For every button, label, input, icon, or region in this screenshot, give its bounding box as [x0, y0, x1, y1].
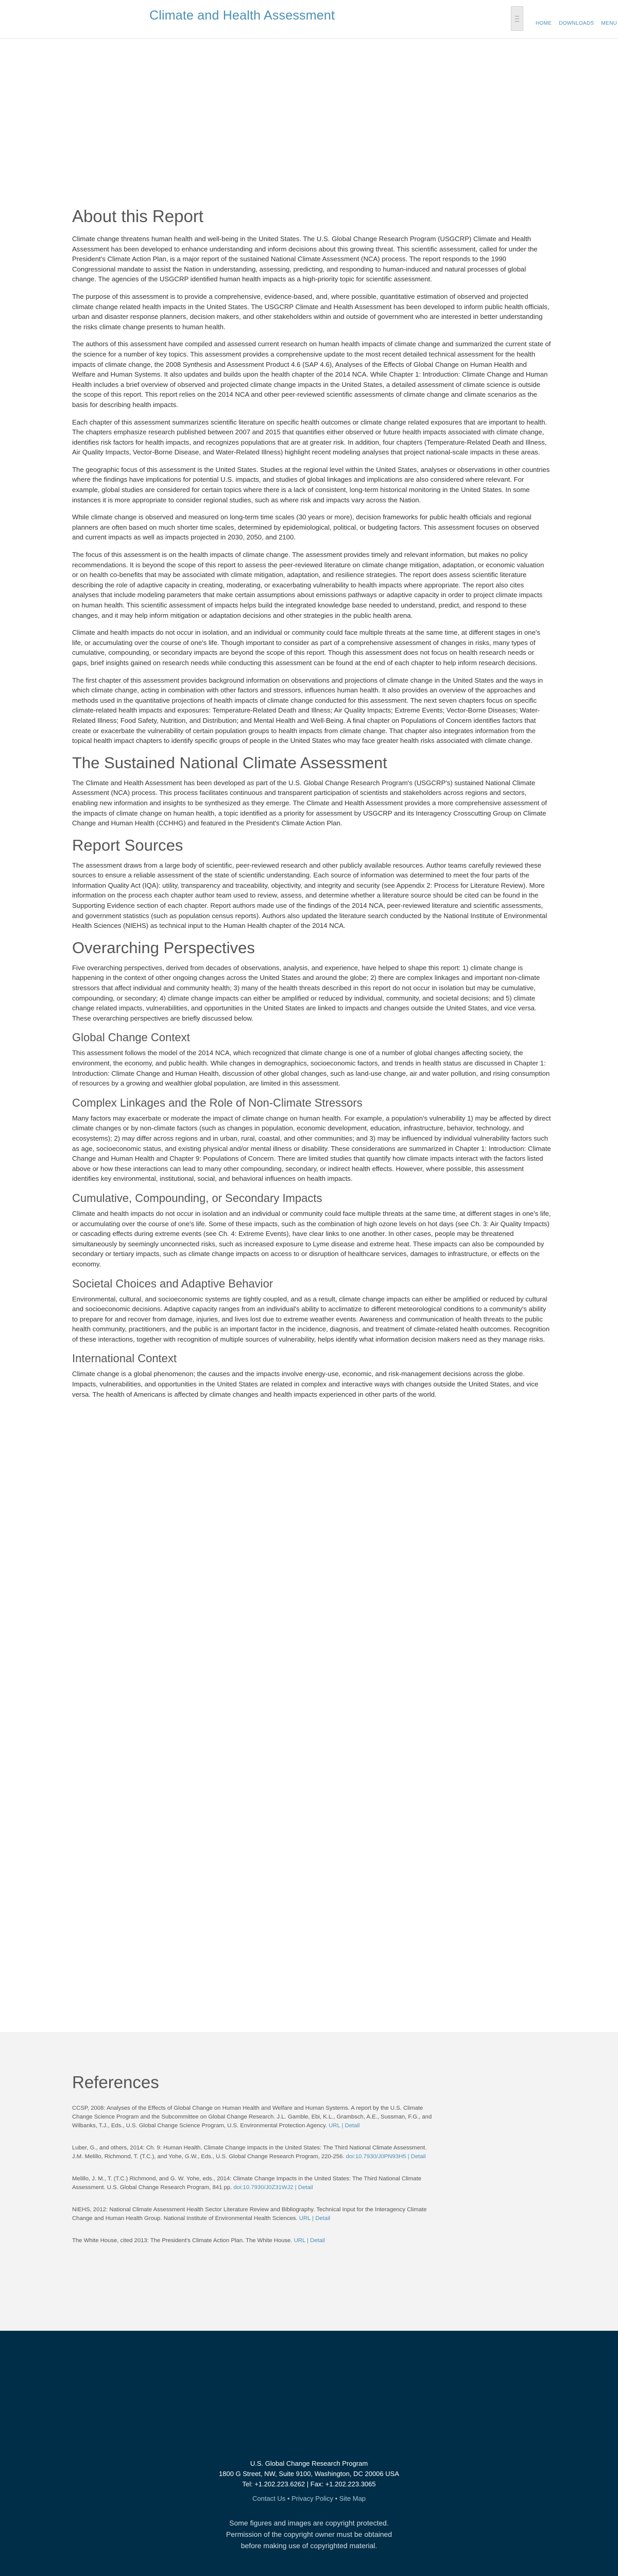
- reference-links[interactable]: URL | Detail: [299, 2215, 331, 2222]
- copyright-line-1: Some figures and images are copyright protected.: [229, 2519, 389, 2527]
- footer-street: 1800 G Street, NW, Suite 9100, Washington, DC 20006 USA: [219, 2470, 399, 2478]
- footer-org: U.S. Global Change Research Program: [250, 2460, 368, 2467]
- reference-item: [72, 2144, 433, 2161]
- site-title[interactable]: Climate and Health Assessment: [149, 8, 335, 23]
- page-title: About this Report: [72, 207, 203, 226]
- about-paragraph-8: Climate and health impacts do not occur in isolation, and an individual or community could face multiple threats at the same time, at different stages in one's life, or accumulating over the course of one's life. Though important to consider as part of a comprehensive assessment of changes in risks, many types of cumulative, compounding, or secondary impacts are beyond the scope of this report. Though this assessment does not focus on health research needs or gaps, brief insights gained on research needs while conducting this assessment can be found at the end of each chapter to help inform research decisions.: [72, 629, 541, 667]
- main-content: [72, 206, 551, 1406]
- sources-paragraph: The assessment draws from a large body of scientific, peer-reviewed research and other publicly available resources. Author teams carefully reviewed these sources to ensure a reliable assessment of the state of scientific understanding. Each source of information was determined to meet the four parts of the Information Quality Act (IQA): utility, transparency and traceability, objectivity, and integrity and security (see Appendix 2: Process for Literature Review). More information on the process each chapter author team used to review, assess, and determine whether a literature source should be cited can be found in the Supporting Evidence section of each chapter. Report authors made use of the findings of the 2014 NCA, peer-reviewed literature and scientific assessments, and government statistics (such as population census reports). Authors also updated the literature search conducted by the National Institute of Environmental Health Sciences (NIEHS) as technical input to the Human Health chapter of the 2014 NCA.: [72, 861, 547, 930]
- complex-paragraph: Many factors may exacerbate or moderate the impact of climate change on human health. For example, a population's vulnerability 1) may be affected by direct climate changes or by non-climate factors (such as changes in population, economic development, education, infrastructure, behavior, technology, and ecosystems); 2) may differ across regions and in urban, rural, coastal, and other communities; and 3) may be influenced by individual vulnerability factors such as age, socioeconomic status, and existing physical and/or mental illness or disability. These considerations are summarized in Chapter 1: Introduction: Climate Change and Human Health and Chapter 9: Populations of Concern. There are limited studies that quantify how climate impacts interact with the factors listed above or how these interactions can lead to many other compounding, secondary, or indirect health effects. However, where possible, this assessment identifies key environmental, institutional, social, and behavioral influences on health impacts.: [72, 1114, 551, 1183]
- menu-toggle-icon[interactable]: [511, 6, 523, 31]
- subsection-title-cumulative: Cumulative, Compounding, or Secondary Impacts: [72, 1191, 322, 1205]
- section-title-sustained: The Sustained National Climate Assessment: [72, 753, 387, 772]
- about-paragraph-6: While climate change is observed and measured on long-term time scales (30 years or more), decision frameworks for public health officials and regional planners are often based on much shorter time scales, determined by epidemiological, political, or budgeting factors. This assessment focuses on observed and current impacts as well as impacts projected in 2030, 2050, and 2100.: [72, 513, 539, 541]
- top-nav: [536, 21, 617, 26]
- copyright-line-2: Permission of the copyright owner must be obtained: [226, 2530, 392, 2538]
- section-title-sources: Report Sources: [72, 836, 183, 854]
- reference-text: Luber, G., and others, 2014: Ch. 9: Human Health. Climate Change Impacts in the United States: The Third National Climate Assessment. J.M. Melillo, Richmond, T. (T.C.), and Yohe, G.W., Eds., U.S. Global Change Research Program, 220-256.: [72, 2145, 427, 2160]
- nav-menu[interactable]: MENU: [601, 21, 617, 26]
- about-paragraph-5: The geographic focus of this assessment is the United States. Studies at the regional level within the United States, analyses or observations in other countries where the findings have implications for potential U.S. impacts, and studies of global linkages and implications are also considered where relevant. For example, global studies are considered for certain topics where there is a lack of consistent, long-term historical monitoring in the United States. In some instances it is more appropriate to consider regional studies, such as where risk and impacts vary across the Nation.: [72, 465, 550, 504]
- subsection-title-societal: Societal Choices and Adaptive Behavior: [72, 1277, 273, 1290]
- about-paragraph-3: The authors of this assessment have compiled and assessed current research on human health impacts of climate change and summarized the current state of the science for a number of key topics. This assessment provides a comprehensive update to the most recent detailed technical assessment for the health impacts of climate change, the 2008 Synthesis and Assessment Product 4.6 (SAP 4.6), Analyses of the Effects of Global Change on Human Health and Welfare and Human Systems. It also updates and builds upon the health chapter of the 2014 NCA. While Chapter 1: Introduction: Climate Change and Human Health includes a brief overview of observed and projected climate change impacts in the United States, a detailed assessment of climate science is outside the scope of this report. This report relies on the 2014 NCA and other peer-reviewed scientific assessments of climate change and climate scenarios as the basis for describing health impacts.: [72, 340, 551, 409]
- about-paragraph-7: The focus of this assessment is on the health impacts of climate change. The assessment provides timely and relevant information, but makes no policy recommendations. It is beyond the scope of this report to assess the peer-reviewed literature on climate change mitigation, adaptation, or economic valuation or on health co-benefits that may be associated with climate mitigation, adaptation, and resilience strategies. The report does assess scientific literature describing the role of adaptive capacity in creating, moderating, or exacerbating vulnerability to health impacts where appropriate. The report also cites analyses that include modeling parameters that make certain assumptions about emissions pathways or adaptive capacity in order to project climate impacts on human health. This scientific assessment of impacts helps build the integrated knowledge base needed to understand, predict, and respond to these changes, and it may help inform mitigation or adaptation decisions and other strategies in the public health arena.: [72, 551, 544, 619]
- references-title: References: [72, 2073, 159, 2092]
- about-paragraph-2: The purpose of this assessment is to provide a comprehensive, evidence-based, and, where possible, quantitative estimation of observed and projected climate change related health impacts in the United States. The USGCRP Climate and Health Assessment has been developed to inform public health officials, urban and disaster response planners, decision makers, and other stakeholders within and outside of government who are interested in better understanding the risks climate change presents to human health.: [72, 292, 550, 331]
- subsection-title-international: International Context: [72, 1352, 177, 1365]
- international-paragraph: Climate change is a global phenomenon; the causes and the impacts involve energy-use, economic, and risk-management decisions across the globe. Impacts, vulnerabilities, and opportunities in the United States are related in complex and interactive ways with changes outside the United States, and vice versa. The health of Americans is affected by climate changes and health impacts experienced in other parts of the world.: [72, 1370, 539, 1398]
- footer-phone: Tel: +1.202.223.6262 | Fax: +1.202.223.3065: [242, 2480, 376, 2488]
- reference-item: [72, 2175, 433, 2192]
- global-paragraph: This assessment follows the model of the 2014 NCA, which recognized that climate change is one of a number of global changes affecting society, the environment, the economy, and public health. While changes in demographics, socioeconomic factors, and trends in health status are discussed in Chapter 1: Introduction: Climate Change and Human Health, discussion of other global changes, such as land-use change, air and water pollution, and rising consumption of resources by a growing and wealthier global population, are limited in this assessment.: [72, 1049, 550, 1088]
- subsection-title-complex: Complex Linkages and the Role of Non-Climate Stressors: [72, 1096, 363, 1109]
- reference-text: The White House, cited 2013: The President's Climate Action Plan. The White House.: [72, 2238, 293, 2244]
- about-paragraph-4: Each chapter of this assessment summarizes scientific literature on specific health outcomes or climate change related exposures that are important to health. The chapters emphasize research published between 2007 and 2015 that quantifies either observed or future health impacts associated with climate change, identifies risk factors for health impacts, and recognizes populations that are at greater risk. In addition, four chapters (Temperature-Related Death and Illness, Air Quality Impacts, Vector-Borne Disease, and Water-Related Illness) highlight recent modeling analyses that project national-scale impacts in these areas.: [72, 418, 547, 456]
- section-title-perspectives: Overarching Perspectives: [72, 938, 255, 957]
- about-paragraph-1: Climate change threatens human health and well-being in the United States. The U.S. Global Change Research Program (USGCRP) Climate and Health Assessment has been developed to enhance understanding and inform decisions about this growing threat. This scientific assessment, called for under the President's Climate Action Plan, is a major report of the sustained National Climate Assessment (NCA) process. The report responds to the 1990 Congressional mandate to assist the Nation in understanding, assessing, predicting, and responding to human-induced and natural processes of global change. The agencies of the USGCRP identified human health impacts as a high-priority topic for scientific assessment.: [72, 235, 538, 283]
- reference-item: [72, 2236, 433, 2245]
- footer-links[interactable]: Contact Us • Privacy Policy • Site Map: [252, 2495, 366, 2502]
- nav-home[interactable]: HOME: [536, 21, 552, 26]
- subsection-title-global: Global Change Context: [72, 1031, 190, 1044]
- perspectives-paragraph: Five overarching perspectives, derived from decades of observations, analysis, and experience, have helped to shape this report: 1) climate change is happening in the context of other ongoing changes across the United States and around the globe; 2) there are complex linkages and important non-climate stressors that affect individual and community health; 3) many of the health threats described in this report do not occur in isolation but may be cumulative, compounding, or secondary; 4) climate change impacts can either be amplified or reduced by individual, community, and societal decisions; and 5) climate change related impacts, vulnerabilities, and opportunities in the United States are linked to impacts and changes outside the United States, and vice versa. These overarching perspectives are briefly discussed below.: [72, 963, 540, 1022]
- footer-copyright: [0, 2517, 618, 2551]
- about-paragraph-9: The first chapter of this assessment provides background information on observations and projections of climate change in the United States and the ways in which climate change, acting in combination with other factors and stressors, influences human health. It also provides an overview of the approaches and methods used in the quantitative projections of health impacts of climate change conducted for this assessment. The next seven chapters focus on specific climate-related health impacts and exposures: Temperature-Related Death and Illness; Air Quality Impacts; Extreme Events; Vector-Borne Diseases; Water-Related Illness; Food Safety, Nutrition, and Distribution; and Mental Health and Well-Being. A final chapter on Populations of Concern identifies factors that create or exacerbate the vulnerability of certain population groups to health impacts from climate change. That chapter also integrates information from the topical health impact chapters to identify specific groups of people in the United States who may face greater health risks associated with climate change.: [72, 676, 543, 745]
- societal-paragraph: Environmental, cultural, and socioeconomic systems are tightly coupled, and as a result, climate change impacts can either be amplified or reduced by cultural and socioeconomic decisions. Adaptive capacity ranges from an individual's ability to acclimatize to different meteorological conditions to a community's ability to prepare for and recover from damage, injuries, and lives lost due to extreme weather events. Awareness and communication of health threats to the public health community, practitioners, and the public is an important factor in the incidence, diagnosis, and treatment of climate-related health outcomes. Recognition of these interactions, together with recognition of multiple sources of vulnerability, helps identify what information decision makers need as they manage risks.: [72, 1295, 550, 1343]
- footer-address: [0, 2459, 618, 2489]
- reference-text: Melillo, J. M., T. (T.C.) Richmond, and G. W. Yohe, eds., 2014: Climate Change Impacts in the United States: The Third National Climate Assessment. U.S. Global Change Research Program, 841 pp.: [72, 2176, 422, 2191]
- reference-item: [72, 2206, 433, 2223]
- reference-links[interactable]: URL | Detail: [329, 2123, 360, 2129]
- reference-links[interactable]: URL | Detail: [294, 2238, 325, 2244]
- site-header: [0, 0, 618, 39]
- copyright-line-3: before making use of copyrighted material.: [241, 2541, 377, 2550]
- reference-text: CCSP, 2008: Analyses of the Effects of Global Change on Human Health and Welfare and Human Systems. A report by the U.S. Climate Change Science Program and the Subcommittee on Global Change Research. J.L. Gamble, Ebi, K.L., Grambsch, A.E., Sussman, F.G., and Wilbanks, T.J., Eds., U.S. Global Change Science Program, U.S. Environmental Protection Agency.: [72, 2105, 432, 2129]
- reference-item: [72, 2104, 433, 2130]
- site-footer: [0, 2331, 618, 2576]
- cumulative-paragraph: Climate and health impacts do not occur in isolation and an individual or community could face multiple threats at the same time, at different stages in one's life, or accumulating over the course of one's life. Some of these impacts, such as the combination of high ozone levels on hot days (see Ch. 3: Air Quality Impacts) or cascading effects during extreme events (see Ch. 4: Extreme Events), have clear links to one another. In other cases, people may be threatened simultaneously by seemingly unconnected risks, such as increased exposure to Lyme disease and extreme heat. These impacts can also be compounded by secondary or tertiary impacts, such as climate change impacts on access to or disruption of healthcare services, damages to infrastructure, or effects on the economy.: [72, 1209, 551, 1268]
- sustained-paragraph: The Climate and Health Assessment has been developed as part of the U.S. Global Change Research Program's (USGCRP's) sustained National Climate Assessment (NCA) process. This process facilitates continuous and transparent participation of scientists and stakeholders across regions and sectors, enabling new information and insights to be synthesized as they emerge. The Climate and Health Assessment provides a more comprehensive assessment of the impacts of climate change on human health, a topic identified as a priority for assessment by USGCRP and its Interagency Crosscutting Group on Climate Change and Human Health (CCHHG) and featured in the President's Climate Action Plan.: [72, 778, 547, 827]
- references-section: [0, 2032, 618, 2331]
- reference-links[interactable]: doi:10.7930/J0Z31WJ2 | Detail: [233, 2184, 313, 2191]
- reference-links[interactable]: doi:10.7930/J0PN93H5 | Detail: [346, 2154, 426, 2160]
- nav-downloads[interactable]: DOWNLOADS: [559, 21, 594, 26]
- reference-text: NIEHS, 2012: National Climate Assessment Health Sector Literature Review and Bibliography. Technical Input for the Interagency Climate Change and Human Health Group. National Institute of Environmental Health Sciences.: [72, 2207, 427, 2222]
